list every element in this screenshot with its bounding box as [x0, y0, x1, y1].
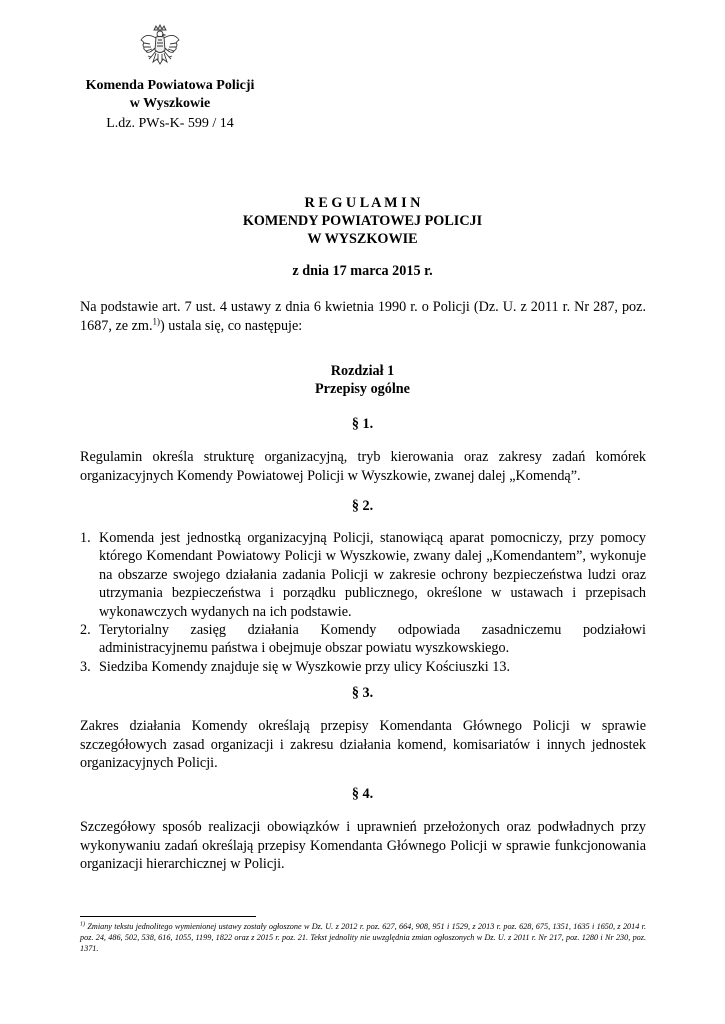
list-item [80, 529, 646, 621]
preamble-text: Na podstawie art. 7 ust. 4 ustawy z dnia 6 kwietnia 1990 r. o Policji (Dz. U. z 2011 r. Nr 287, poz. 1687, ze zm. [80, 299, 646, 334]
chapter-heading [0, 362, 725, 398]
preamble-text-end: ) ustala się, co następuje: [160, 317, 303, 334]
footnote [80, 921, 646, 954]
section-3-heading: § 3. [351, 685, 374, 701]
office-location: w Wyszkowie [129, 96, 211, 111]
footnote-mark: 1) [80, 921, 85, 928]
list-item-number: 2. [80, 622, 91, 639]
list-item-text: Terytorialny zasięg działania Komendy odpowiada zasadniczemu podziałowi administracyjnemu państwa i obejmuje obszar powiatu wyszkowskiego. [99, 622, 646, 657]
footnote-separator [80, 916, 256, 917]
title-line-1: R E G U L A M I N [304, 195, 421, 211]
section-2-heading: § 2. [351, 498, 374, 514]
section-3-text: Zakres działania Komendy określają przepisy Komendanta Głównego Policji w sprawie szczegółowych zasad organizacji i zakresu działania komend, komisariatów i innych jednostek organizacyjnych Policji. [80, 718, 646, 771]
list-item-number: 3. [80, 658, 91, 675]
list-item [80, 621, 646, 658]
footnote-text: Zmiany tekstu jednolitego wymienionej ustawy zostały ogłoszone w Dz. U. z 2012 r. poz. 627, 664, 908, 951 i 1529, z 2013 r. poz. 628, 675, 1351, 1635 i 1650, z 2014 r. poz. 24, 486, 502, 538, 616, 1055, 1199, 1822 oraz z 2015 r. poz. 21. Tekst jednolity nie uwzględnia zmian ogłoszonych w Dz. U. z 2011 r. Nr 217, poz. 1280 i Nr 230, poz. 1371. [80, 922, 646, 953]
document-date: z dnia 17 marca 2015 r. [292, 263, 433, 279]
title-line-2: KOMENDY POWIATOWEJ POLICJI [242, 213, 483, 229]
polish-eagle-emblem-icon [138, 24, 182, 76]
office-name: Komenda Powiatowa Policji [85, 78, 255, 93]
list-item-text: Siedziba Komendy znajduje się w Wyszkowie przy ulicy Kościuszki 13. [99, 658, 511, 675]
section-4-heading: § 4. [351, 786, 374, 802]
footnote-reference: 1) [152, 315, 160, 326]
list-item-number: 1. [80, 530, 91, 546]
chapter-name: Przepisy ogólne [315, 381, 410, 397]
office-header [80, 77, 260, 133]
document-title [0, 194, 725, 248]
preamble [80, 298, 646, 335]
reference-number: L.dz. PWs-K- 599 / 14 [106, 116, 234, 131]
section-1-heading: § 1. [351, 416, 374, 432]
section-4-text: Szczegółowy sposób realizacji obowiązków i uprawnień przełożonych oraz podwładnych przy wykonywaniu zadań określają przepisy Komendanta Głównego Policji w sprawie funkcjonowania organizacji hierarchicznej w Policji. [80, 819, 646, 872]
list-item-text: Komenda jest jednostką organizacyjną Policji, stanowiącą aparat pomocniczy, przy pomocy którego Komendant Powiatowy Policji w Wyszkowie, zwany dalej „Komendantem”, wykonuje na obszarze swojego działania zadania Policji w zakresie ochrony bezpieczeństwa ludzi oraz utrzymania bezpieczeństwa i porządku publicznego, określone w ustawach i przepisach wykonawczych wydanych na ich podstawie. [99, 530, 646, 620]
section-2-list [80, 529, 646, 676]
chapter-number: Rozdział 1 [330, 363, 395, 379]
list-item [80, 658, 646, 676]
section-1-text: Regulamin określa strukturę organizacyjną, tryb kierowania oraz zakresy zadań komórek organizacyjnych Komendy Powiatowej Policji w Wyszkowie, zwanej dalej „Komendą”. [80, 449, 646, 484]
title-line-3: W WYSZKOWIE [307, 231, 418, 247]
